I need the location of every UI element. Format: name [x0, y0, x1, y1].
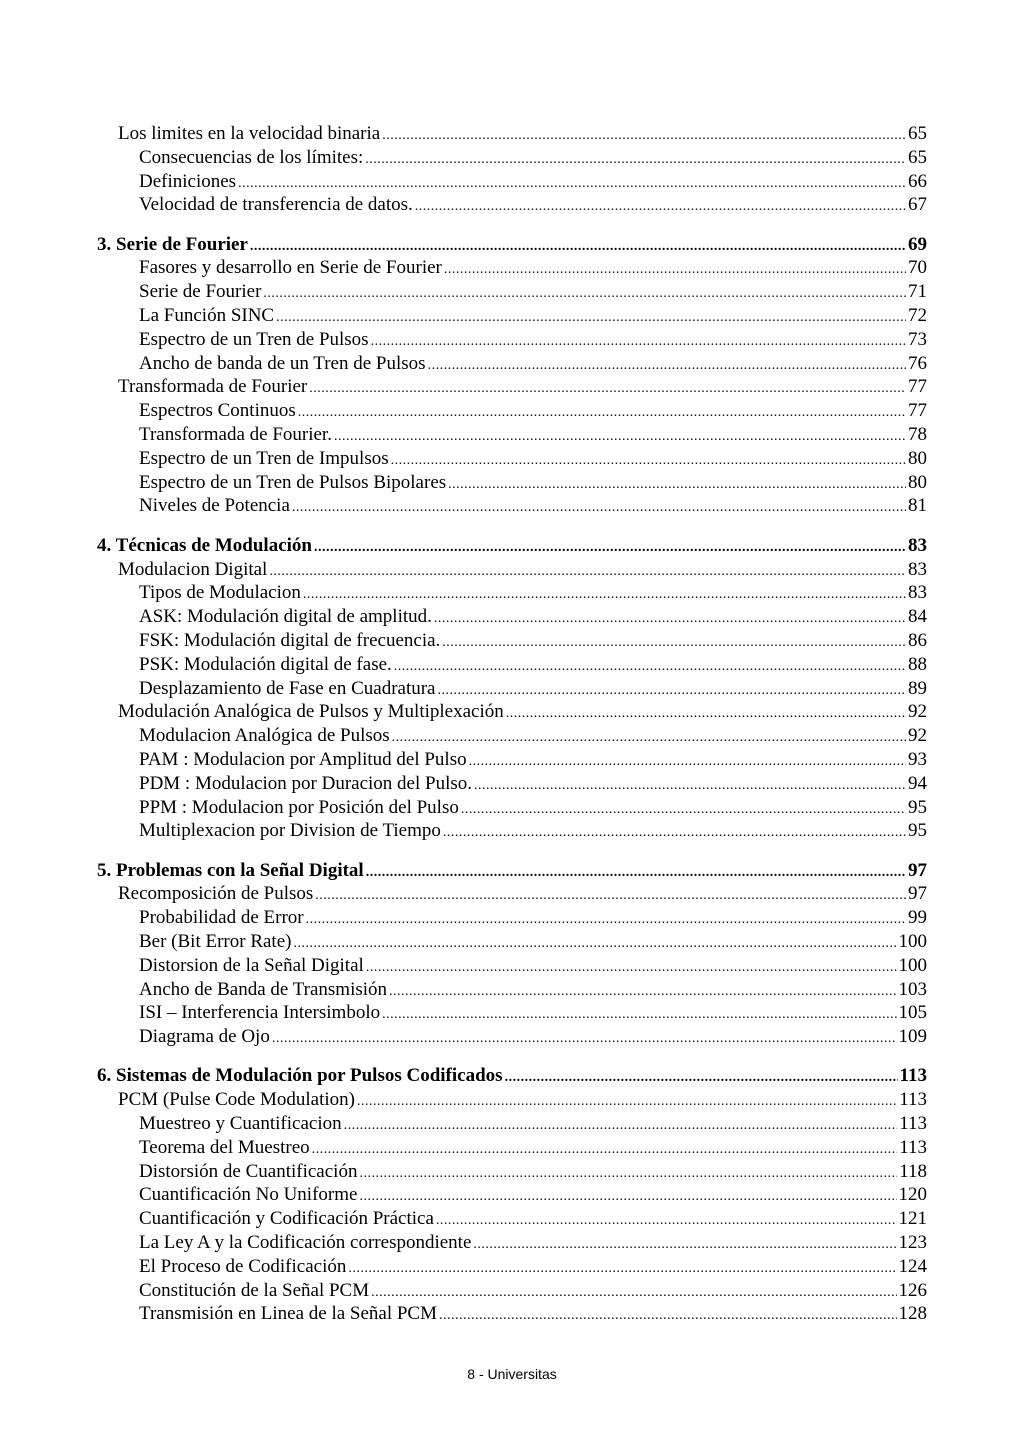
toc-entry-title: PPM : Modulacion por Posición del Pulso [139, 796, 459, 818]
table-of-contents [97, 122, 927, 1326]
toc-page-number: 94 [908, 772, 927, 794]
toc-entry [97, 629, 927, 653]
toc-page-number: 109 [898, 1026, 927, 1048]
toc-entry-title: Desplazamiento de Fase en Cuadratura [139, 677, 436, 699]
toc-page-number: 83 [908, 534, 927, 556]
toc-entry-title: Teorema del Muestreo [139, 1136, 310, 1158]
toc-entry-title: 4. Técnicas de Modulación [97, 534, 312, 556]
toc-dot-leader [461, 798, 906, 822]
toc-dot-leader [506, 702, 906, 726]
toc-entry [97, 447, 927, 471]
toc-dot-leader [366, 861, 906, 885]
toc-page-number: 83 [908, 582, 927, 604]
toc-page-number: 93 [908, 748, 927, 770]
toc-entry [97, 930, 927, 954]
toc-entry [97, 1088, 927, 1112]
toc-dot-leader [334, 425, 906, 449]
toc-page-number: 65 [908, 146, 927, 168]
toc-dot-leader [439, 1304, 897, 1328]
toc-page-number: 66 [908, 170, 927, 192]
toc-entry-title: PAM : Modulacion por Amplitud del Pulso [139, 748, 467, 770]
toc-page-number: 86 [908, 629, 927, 651]
toc-entry [97, 724, 927, 748]
toc-entry-title: Constitución de la Señal PCM [139, 1279, 370, 1301]
toc-page-number: 92 [908, 725, 927, 747]
toc-entry [97, 170, 927, 194]
toc-page-number: 97 [908, 883, 927, 905]
toc-entry [97, 494, 927, 518]
toc-entry-title: La Función SINC [139, 305, 275, 327]
toc-entry [97, 423, 927, 447]
toc-entry-title: Cuantificación No Uniforme [139, 1184, 358, 1206]
toc-page-number: 100 [898, 931, 927, 952]
toc-entry [97, 1160, 927, 1184]
toc-entry-title: PDM : Modulacion por Duracion del Pulso. [139, 772, 473, 794]
toc-entry [97, 471, 927, 495]
toc-entry-title: Fasores y desarrollo en Serie de Fourier [139, 257, 442, 279]
toc-entry-title: Niveles de Potencia [139, 495, 290, 517]
toc-entry [97, 978, 927, 1002]
toc-page-number: 105 [898, 1002, 927, 1024]
toc-page-number: 89 [908, 677, 927, 699]
toc-entry-title: Probabilidad de Error [139, 907, 304, 929]
toc-entry [97, 1279, 927, 1303]
toc-dot-leader [359, 1162, 897, 1186]
toc-page-number: 99 [908, 907, 927, 929]
toc-dot-leader [436, 1209, 897, 1233]
toc-dot-leader [315, 884, 906, 908]
toc-entry [97, 772, 927, 796]
toc-entry [97, 1302, 927, 1326]
toc-dot-leader [269, 560, 906, 584]
toc-page-number: 100 [898, 954, 927, 976]
toc-entry-title: ISI – Interferencia Intersimbolo [139, 1002, 381, 1024]
toc-entry-title: Los limites en la velocidad binaria [118, 123, 381, 144]
toc-entry [97, 605, 927, 629]
toc-entry-title: 3. Serie de Fourier [97, 233, 248, 255]
toc-entry-title: Velocidad de transferencia de datos. [139, 194, 413, 216]
toc-dot-leader [357, 1090, 897, 1114]
toc-page-number: 118 [899, 1160, 927, 1182]
toc-page-number: 65 [908, 123, 927, 144]
toc-dot-leader [276, 306, 906, 330]
toc-entry [97, 796, 927, 820]
toc-page-number: 92 [908, 701, 927, 723]
toc-dot-leader [444, 258, 906, 282]
toc-page-number: 77 [908, 376, 927, 398]
toc-page-number: 81 [908, 495, 927, 517]
toc-entry-title: Espectros Continuos [139, 400, 296, 422]
toc-dot-leader [344, 1114, 898, 1138]
toc-page-number: 67 [908, 194, 927, 216]
toc-entry-title: Distorsion de la Señal Digital [139, 954, 364, 976]
toc-entry [97, 700, 927, 724]
toc-page-number: 73 [908, 328, 927, 350]
toc-entry-title: Diagrama de Ojo [139, 1026, 270, 1048]
toc-entry [97, 193, 927, 217]
toc-entry [97, 256, 927, 280]
toc-dot-leader [438, 679, 907, 703]
toc-dot-leader [359, 1185, 896, 1209]
toc-dot-leader [391, 449, 906, 473]
toc-page-number: 72 [908, 305, 927, 327]
toc-page-number: 80 [908, 471, 927, 493]
toc-dot-leader [293, 932, 896, 956]
toc-entry [97, 558, 927, 582]
toc-dot-leader [348, 1257, 896, 1281]
toc-entry-title: ASK: Modulación digital de amplitud. [139, 606, 432, 628]
toc-entry-title: Multiplexacion por Division de Tiempo [139, 820, 441, 842]
toc-entry-title: Modulacion Analógica de Pulsos [139, 725, 390, 747]
toc-entry [97, 146, 927, 170]
toc-entry [97, 882, 927, 906]
toc-dot-leader [371, 330, 906, 354]
toc-page-number: 80 [908, 447, 927, 469]
toc-entry-title: Espectro de un Tren de Impulsos [139, 447, 389, 469]
toc-entry-title: Transformada de Fourier. [139, 424, 332, 446]
toc-entry [97, 122, 927, 146]
toc-page-number: 128 [898, 1303, 927, 1325]
toc-chapter-entry [97, 233, 927, 257]
toc-dot-leader [312, 1138, 898, 1162]
toc-entry [97, 1183, 927, 1207]
toc-entry [97, 1231, 927, 1255]
toc-entry-title: Cuantificación y Codificación Práctica [139, 1208, 434, 1230]
toc-chapter-entry [97, 534, 927, 558]
toc-entry [97, 352, 927, 376]
toc-dot-leader [272, 1027, 897, 1051]
toc-entry-title: FSK: Modulación digital de frecuencia. [139, 629, 441, 651]
toc-entry-title: Ancho de Banda de Transmisión [139, 978, 388, 1000]
page-footer: 8 - Universitas [467, 1366, 557, 1382]
toc-dot-leader [303, 583, 906, 607]
toc-entry-title: Espectro de un Tren de Pulsos [139, 328, 369, 350]
toc-page-number: 103 [898, 978, 927, 1000]
toc-page-number: 71 [908, 281, 927, 303]
toc-page-number: 120 [898, 1184, 927, 1206]
toc-entry [97, 1112, 927, 1136]
toc-dot-leader [394, 655, 906, 679]
toc-page-number: 113 [899, 1113, 927, 1135]
toc-entry [97, 1207, 927, 1231]
toc-entry-title: Ancho de banda de un Tren de Pulsos [139, 352, 426, 374]
toc-entry [97, 677, 927, 701]
toc-dot-leader [443, 821, 906, 845]
toc-page-number: 88 [908, 653, 927, 675]
toc-entry-title: 6. Sistemas de Modulación por Pulsos Codificados [97, 1065, 503, 1087]
toc-dot-leader [382, 124, 906, 148]
toc-page-number: 124 [898, 1255, 927, 1277]
toc-entry-title: Serie de Fourier [139, 281, 262, 303]
toc-entry [97, 1255, 927, 1279]
toc-dot-leader [415, 195, 906, 219]
toc-entry [97, 906, 927, 930]
toc-dot-leader [263, 282, 906, 306]
toc-page-number: 95 [908, 820, 927, 842]
toc-page-number: 83 [908, 558, 927, 580]
toc-dot-leader [371, 1281, 896, 1305]
toc-page-number: 77 [908, 400, 927, 422]
toc-page-number: 113 [899, 1136, 927, 1158]
toc-dot-leader [238, 172, 906, 196]
toc-page-number: 123 [898, 1232, 927, 1254]
toc-entry [97, 748, 927, 772]
toc-entry-title: Modulacion Digital [118, 558, 268, 580]
toc-dot-leader [474, 774, 906, 798]
toc-entry-title: Consecuencias de los límites: [139, 146, 364, 168]
toc-entry-title: La Ley A y la Codificación correspondiente [139, 1232, 472, 1254]
toc-entry [97, 954, 927, 978]
toc-entry-title: 5. Problemas con la Señal Digital [97, 859, 364, 881]
toc-dot-leader [309, 377, 906, 401]
toc-dot-leader [473, 1233, 896, 1257]
toc-entry-title: PSK: Modulación digital de fase. [139, 653, 392, 675]
toc-page-number: 95 [908, 796, 927, 818]
toc-page-number: 84 [908, 606, 927, 628]
toc-entry [97, 1136, 927, 1160]
toc-dot-leader [434, 607, 906, 631]
toc-entry [97, 653, 927, 677]
toc-entry-title: Distorsión de Cuantificación [139, 1160, 358, 1182]
toc-page-number: 78 [908, 424, 927, 446]
toc-dot-leader [250, 235, 906, 259]
toc-entry [97, 1001, 927, 1025]
toc-entry [97, 304, 927, 328]
toc-dot-leader [389, 980, 896, 1004]
toc-dot-leader [448, 473, 906, 497]
toc-page-number: 70 [908, 257, 927, 279]
toc-dot-leader [298, 401, 906, 425]
toc-entry-title: Muestreo y Cuantificacion [139, 1113, 342, 1135]
toc-dot-leader [382, 1003, 896, 1027]
toc-entry-title: Espectro de un Tren de Pulsos Bipolares [139, 471, 447, 493]
toc-entry-title: Recomposición de Pulsos [118, 883, 314, 905]
toc-entry-title: PCM (Pulse Code Modulation) [118, 1089, 355, 1111]
toc-dot-leader [306, 908, 906, 932]
toc-entry [97, 328, 927, 352]
toc-dot-leader [442, 631, 906, 655]
toc-entry [97, 581, 927, 605]
toc-entry [97, 280, 927, 304]
toc-page-number: 126 [898, 1279, 927, 1301]
toc-entry [97, 399, 927, 423]
toc-dot-leader [392, 726, 906, 750]
toc-dot-leader [365, 148, 906, 172]
toc-page-number: 113 [899, 1089, 927, 1111]
toc-chapter-entry [97, 859, 927, 883]
toc-entry-title: Modulación Analógica de Pulsos y Multiplexación [118, 701, 504, 723]
toc-dot-leader [469, 750, 906, 774]
toc-dot-leader [428, 354, 906, 378]
toc-entry-title: El Proceso de Codificación [139, 1255, 347, 1277]
toc-dot-leader [505, 1066, 898, 1090]
toc-entry [97, 819, 927, 843]
toc-entry-title: Transmisión en Linea de la Señal PCM [139, 1303, 437, 1325]
toc-entry [97, 1025, 927, 1049]
toc-entry-title: Transformada de Fourier [118, 376, 308, 398]
toc-page-number: 76 [908, 352, 927, 374]
toc-page-number: 121 [898, 1208, 927, 1230]
toc-dot-leader [366, 956, 897, 980]
toc-entry [97, 375, 927, 399]
toc-page-number: 69 [908, 233, 927, 255]
toc-entry-title: Definiciones [139, 170, 237, 192]
toc-entry-title: Ber (Bit Error Rate) [139, 931, 292, 952]
toc-page-number: 97 [908, 859, 927, 881]
toc-entry-title: Tipos de Modulacion [139, 582, 301, 604]
toc-dot-leader [292, 496, 906, 520]
toc-page-number: 113 [899, 1065, 927, 1087]
toc-chapter-entry [97, 1064, 927, 1088]
toc-dot-leader [314, 536, 906, 560]
